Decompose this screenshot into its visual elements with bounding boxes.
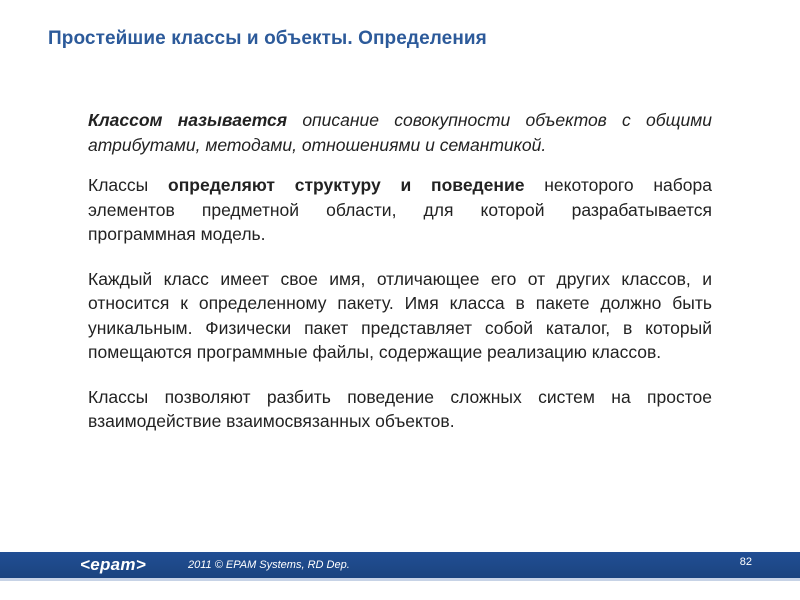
- definition-paragraph: [88, 108, 712, 157]
- epam-logo: <epam>: [80, 555, 147, 574]
- structure-post: некоторого набора элементов предметной области, для которой разрабатывается программная модель.: [88, 175, 712, 244]
- structure-pre: Классы: [88, 175, 169, 195]
- definition-text: описание совокупности объектов с общими атрибутами, методами, отношениями и семантикой.: [88, 110, 712, 155]
- slide-content: [88, 108, 712, 454]
- structure-bold: определяют структуру и поведение: [168, 175, 525, 195]
- behavior-paragraph: Классы позволяют разбить поведение сложных систем на простое взаимодействие взаимосвязанных объектов.: [88, 386, 712, 431]
- footer-copyright: 2011 © EPAM Systems, RD Dep.: [188, 559, 350, 571]
- page-number: 82: [739, 556, 752, 568]
- footer-bar: [0, 552, 800, 578]
- definition-term: Классом называется: [88, 110, 288, 130]
- footer-divider: [0, 578, 800, 581]
- structure-paragraph: [88, 173, 712, 247]
- slide-title: Простейшие классы и объекты. Определения: [48, 28, 487, 49]
- name-paragraph: Каждый класс имеет свое имя, отличающее его от других классов, и относится к определенному пакету. Имя класса в пакете должно быть уникальным. Физически пакет представляет собой каталог, в который помещаются программные файлы, содержащие реализацию классов.: [88, 268, 712, 362]
